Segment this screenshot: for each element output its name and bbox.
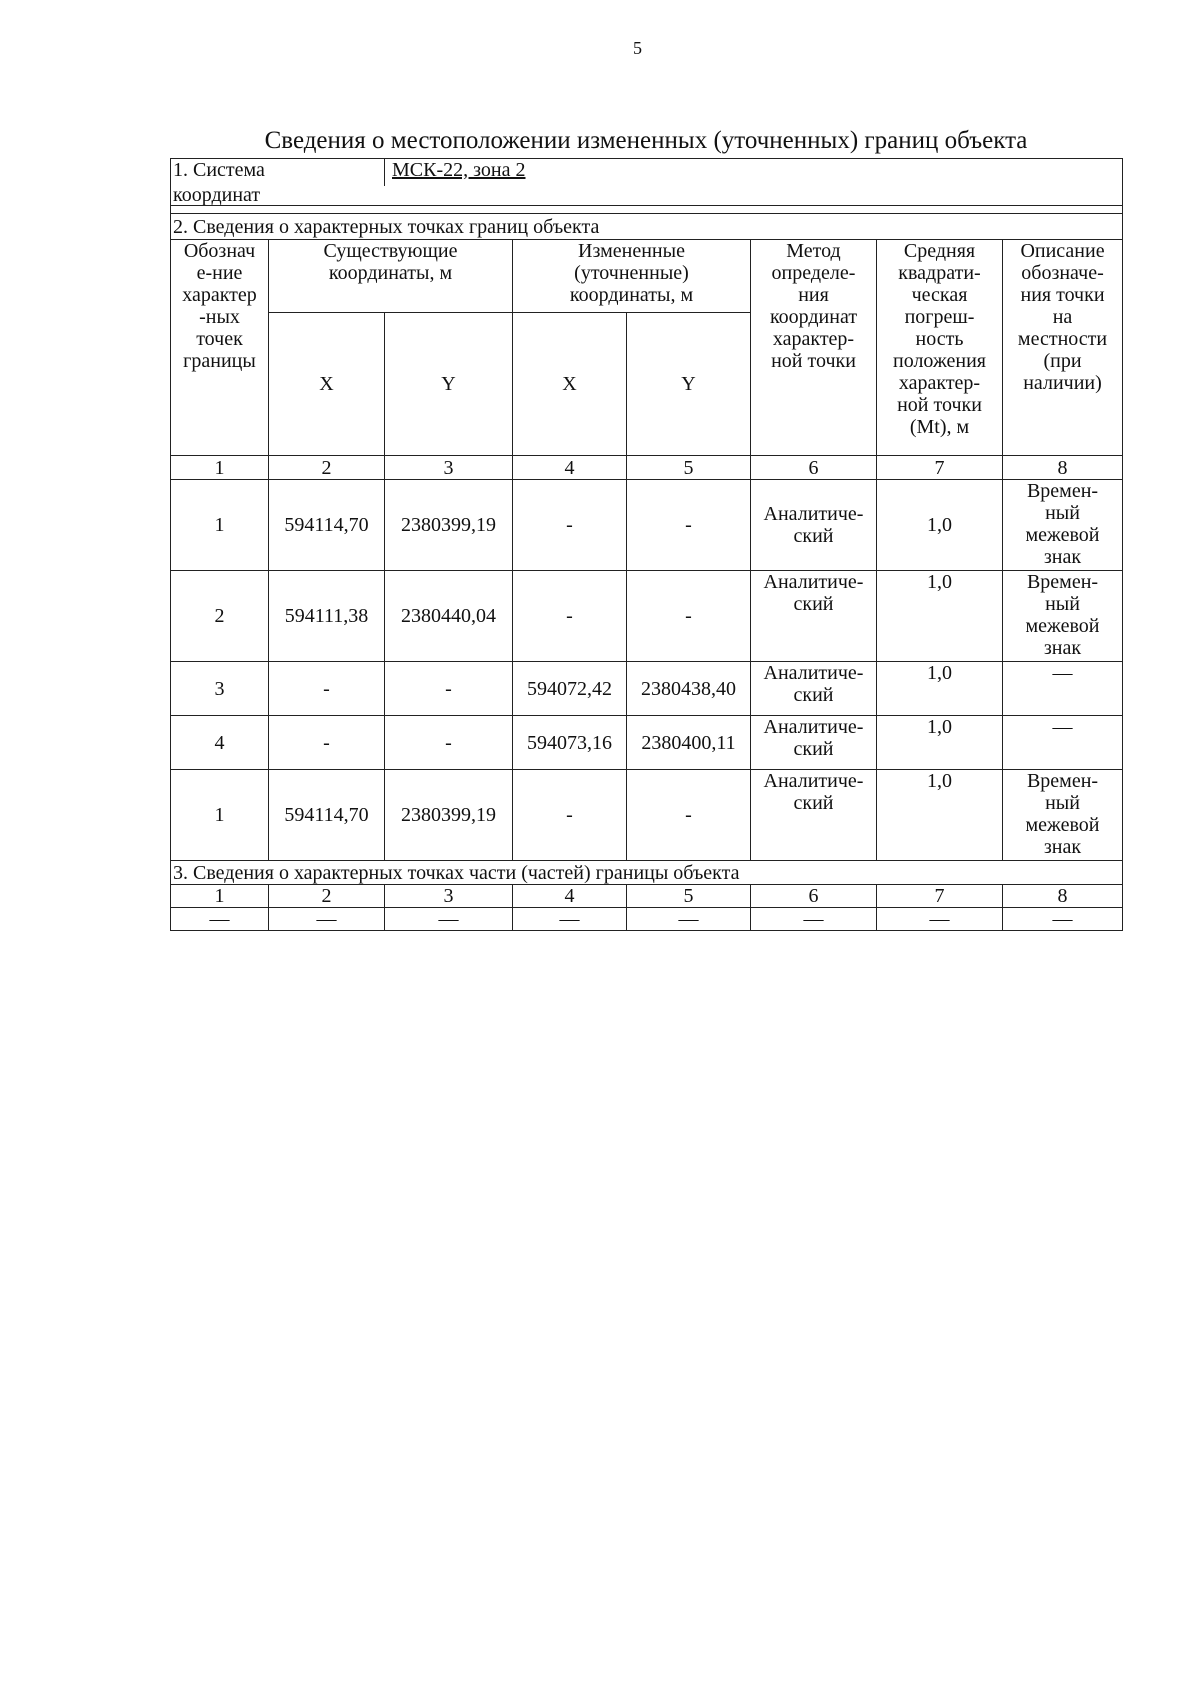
header-changed-x: X xyxy=(513,313,627,456)
header-description: Описание обозначе- ния точки на местности (при наличии) xyxy=(1003,240,1123,456)
header-existing-y: Y xyxy=(385,313,513,456)
header-existing: Существующие координаты, м xyxy=(269,240,513,313)
changed-y-cell: 2380438,40 xyxy=(627,662,751,716)
point-number: 1 xyxy=(171,770,269,861)
header-method: Метод определе- ния координат характер- ной точки xyxy=(751,240,877,456)
section3-empty-cell: — xyxy=(513,908,627,931)
section3-empty-cell: — xyxy=(1003,908,1123,931)
point-number: 3 xyxy=(171,662,269,716)
column-number-5: 5 xyxy=(627,456,751,480)
changed-x-cell: - xyxy=(513,480,627,571)
mt-cell: 1,0 xyxy=(877,571,1003,662)
table-row xyxy=(171,571,1123,662)
method-cell: Аналитиче- ский xyxy=(751,716,877,770)
column-number-2: 2 xyxy=(269,456,385,480)
header-designation: Обознач е-ние характер -ных точек границы xyxy=(171,240,269,456)
section3-column-numbers-row xyxy=(171,885,1123,908)
mt-cell: 1,0 xyxy=(877,716,1003,770)
header-error: Средняя квадрати- ческая погреш- ность положения характер- ной точки (Mt), м xyxy=(877,240,1003,456)
existing-x-cell: 594114,70 xyxy=(269,770,385,861)
description-cell: Времен- ный межевой знак xyxy=(1003,571,1123,662)
section3-title: 3. Сведения о характерных точках части (частей) границы объекта xyxy=(171,861,1123,885)
spacer xyxy=(171,206,1123,214)
column-number-8: 8 xyxy=(1003,456,1123,480)
description-cell: Времен- ный межевой знак xyxy=(1003,770,1123,861)
existing-x-cell: - xyxy=(269,662,385,716)
section3-empty-row xyxy=(171,908,1123,931)
existing-x-cell: 594114,70 xyxy=(269,480,385,571)
column-number-6: 6 xyxy=(751,456,877,480)
section3-title-row xyxy=(171,861,1123,885)
column-number-3: 3 xyxy=(385,456,513,480)
changed-y-cell: - xyxy=(627,770,751,861)
section3-column-number-1: 1 xyxy=(171,885,269,908)
section3-column-number-2: 2 xyxy=(269,885,385,908)
mt-cell: 1,0 xyxy=(877,662,1003,716)
section3-column-number-5: 5 xyxy=(627,885,751,908)
section3-column-number-6: 6 xyxy=(751,885,877,908)
header-changed: Измененные (уточненные) координаты, м xyxy=(513,240,751,313)
existing-x-cell: - xyxy=(269,716,385,770)
method-cell: Аналитиче- ский xyxy=(751,770,877,861)
mt-cell: 1,0 xyxy=(877,770,1003,861)
section3-empty-cell: — xyxy=(627,908,751,931)
changed-x-cell: - xyxy=(513,770,627,861)
section3-column-number-8: 8 xyxy=(1003,885,1123,908)
existing-y-cell: 2380399,19 xyxy=(385,480,513,571)
description-cell: — xyxy=(1003,716,1123,770)
section3-empty-cell: — xyxy=(269,908,385,931)
section3-empty-cell: — xyxy=(751,908,877,931)
method-cell: Аналитиче- ский xyxy=(751,571,877,662)
section3-empty-cell: — xyxy=(171,908,269,931)
existing-y-cell: 2380399,19 xyxy=(385,770,513,861)
boundary-points-table xyxy=(170,158,1123,931)
section2-title: 2. Сведения о характерных точках границ объекта xyxy=(171,214,1123,240)
existing-y-cell: 2380440,04 xyxy=(385,571,513,662)
coord-system-value: МСК-22, зона 2 xyxy=(385,159,1123,186)
existing-y-cell: - xyxy=(385,662,513,716)
section3-empty-cell: — xyxy=(877,908,1003,931)
section3-empty-cell: — xyxy=(385,908,513,931)
coord-system-label-2: координат xyxy=(171,186,1123,206)
section3-column-number-3: 3 xyxy=(385,885,513,908)
description-cell: — xyxy=(1003,662,1123,716)
section3-column-number-7: 7 xyxy=(877,885,1003,908)
changed-x-cell: 594073,16 xyxy=(513,716,627,770)
changed-y-cell: 2380400,11 xyxy=(627,716,751,770)
document-title: Сведения о местоположении измененных (уточненных) границ объекта xyxy=(264,127,1028,154)
page-number: 5 xyxy=(633,38,642,58)
header-changed-y: Y xyxy=(627,313,751,456)
coord-system-row-2 xyxy=(171,186,1123,206)
table-row xyxy=(171,662,1123,716)
changed-y-cell: - xyxy=(627,480,751,571)
table-row xyxy=(171,716,1123,770)
point-number: 4 xyxy=(171,716,269,770)
existing-x-cell: 594111,38 xyxy=(269,571,385,662)
column-number-4: 4 xyxy=(513,456,627,480)
coord-system-row xyxy=(171,159,1123,186)
changed-y-cell: - xyxy=(627,571,751,662)
method-cell: Аналитиче- ский xyxy=(751,480,877,571)
method-cell: Аналитиче- ский xyxy=(751,662,877,716)
table-row xyxy=(171,770,1123,861)
description-cell: Времен- ный межевой знак xyxy=(1003,480,1123,571)
point-number: 2 xyxy=(171,571,269,662)
changed-x-cell: - xyxy=(513,571,627,662)
section2-title-row xyxy=(171,214,1123,240)
column-numbers-row xyxy=(171,456,1123,480)
mt-cell: 1,0 xyxy=(877,480,1003,571)
column-number-7: 7 xyxy=(877,456,1003,480)
existing-y-cell: - xyxy=(385,716,513,770)
coord-system-label-1: 1. Система xyxy=(171,159,385,186)
point-number: 1 xyxy=(171,480,269,571)
section3-column-number-4: 4 xyxy=(513,885,627,908)
header-row-1 xyxy=(171,240,1123,313)
table-row xyxy=(171,480,1123,571)
column-number-1: 1 xyxy=(171,456,269,480)
header-existing-x: X xyxy=(269,313,385,456)
changed-x-cell: 594072,42 xyxy=(513,662,627,716)
